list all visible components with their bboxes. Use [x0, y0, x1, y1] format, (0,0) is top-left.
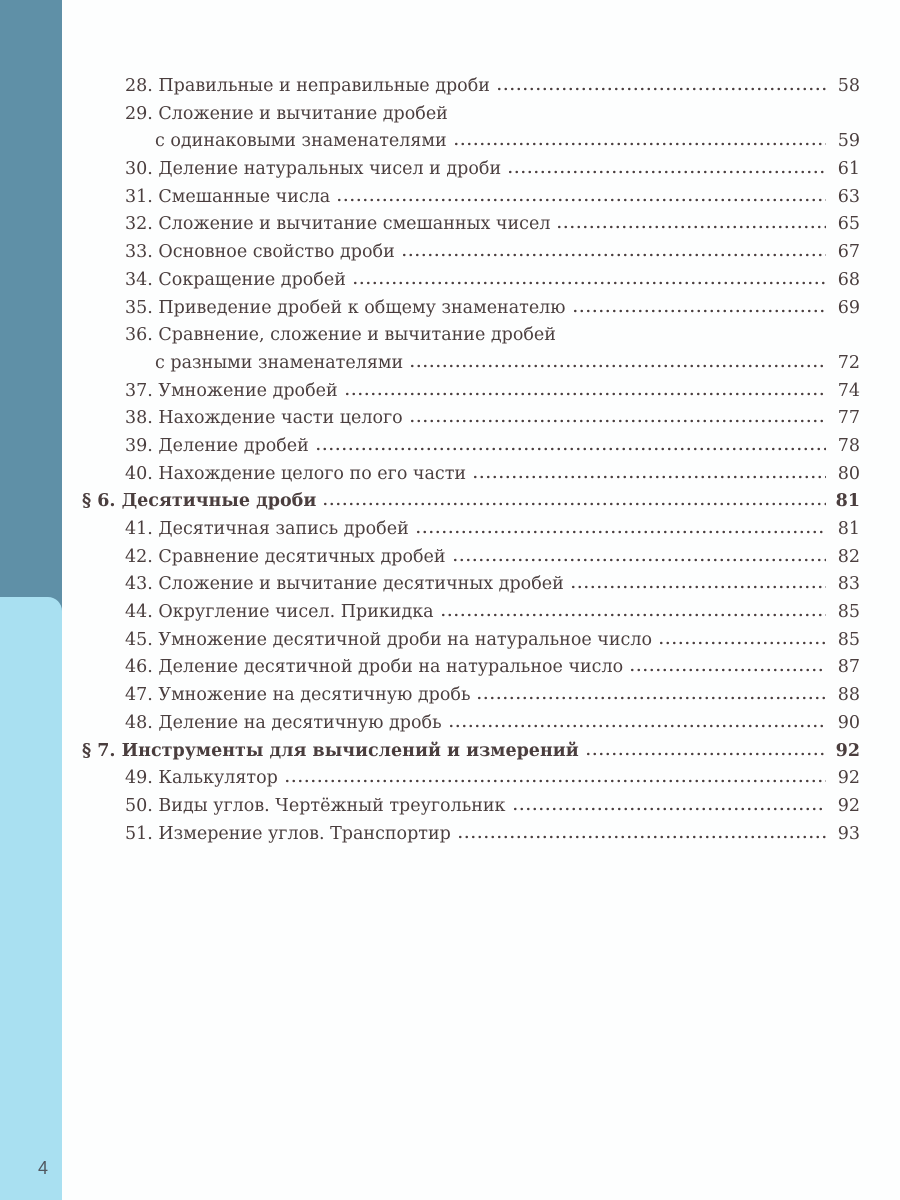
- toc-title: [82, 741, 579, 761]
- toc-entry[interactable]: [82, 547, 860, 575]
- dot-leader: [496, 87, 826, 91]
- dot-leader: [629, 668, 826, 672]
- toc-title: [82, 713, 442, 733]
- toc-title-text: Десятичные дроби: [121, 491, 317, 512]
- dot-leader: [409, 364, 826, 368]
- toc-title-text: Калькулятор: [158, 768, 278, 789]
- toc-entry-continuation[interactable]: [82, 353, 860, 381]
- dot-leader: [352, 281, 826, 285]
- toc-title: [82, 408, 403, 428]
- toc-page-number: 61: [837, 159, 860, 180]
- toc-page-number: 87: [837, 657, 860, 678]
- toc-entry[interactable]: [82, 630, 860, 658]
- toc-title: [82, 657, 623, 677]
- dot-leader: [658, 641, 826, 645]
- dot-leader: [457, 835, 826, 839]
- toc-entry[interactable]: [82, 768, 860, 796]
- toc-title: [82, 325, 556, 345]
- toc-page-number: 63: [837, 186, 860, 207]
- toc-title-text: Инструменты для вычислений и измерений: [121, 740, 579, 761]
- toc-number: 49.: [125, 768, 153, 789]
- toc-page-number: 90: [837, 712, 860, 733]
- toc-entry[interactable]: [82, 824, 860, 852]
- dot-leader: [453, 142, 826, 146]
- toc-entry[interactable]: [82, 381, 860, 409]
- toc-page-number: 80: [837, 463, 860, 484]
- toc-section[interactable]: [82, 491, 860, 519]
- toc-page-number: 81: [835, 491, 860, 512]
- dot-leader: [512, 807, 827, 811]
- toc-title: [82, 464, 466, 484]
- toc-entry[interactable]: [82, 242, 860, 270]
- toc-number: 42.: [125, 546, 153, 567]
- dot-leader: [284, 779, 826, 783]
- page-number: 4: [38, 1158, 49, 1178]
- dot-leader: [344, 392, 826, 396]
- toc-title-text: Правильные и неправильные дроби: [158, 76, 490, 96]
- toc-number: 51.: [125, 823, 153, 844]
- toc-number: 47.: [125, 685, 153, 706]
- toc-entry[interactable]: [82, 270, 860, 298]
- toc-page-number: 67: [837, 242, 860, 263]
- toc-title-text: Виды углов. Чертёжный треугольник: [158, 795, 506, 816]
- toc-number: § 7.: [82, 740, 116, 761]
- toc-title-text: Измерение углов. Транспортир: [158, 823, 451, 844]
- toc-title: [82, 547, 446, 567]
- toc-entry[interactable]: [82, 159, 860, 187]
- toc-page-number: 65: [837, 214, 860, 235]
- toc-title: [82, 159, 501, 179]
- toc-title-text: Сокращение дробей: [158, 269, 346, 290]
- toc-entry[interactable]: [82, 574, 860, 602]
- dot-leader: [556, 225, 826, 229]
- dot-leader: [476, 696, 826, 700]
- toc-title-text: Сложение и вычитание десятичных дробей: [158, 574, 564, 595]
- toc-title-text: Нахождение части целого: [158, 408, 403, 429]
- toc-entry[interactable]: [82, 214, 860, 242]
- toc-title: [82, 824, 451, 844]
- toc-entry[interactable]: [82, 602, 860, 630]
- toc-title: [82, 298, 566, 318]
- toc-number: 40.: [125, 463, 153, 484]
- toc-page-number: 85: [837, 602, 860, 623]
- toc-page-number: 92: [837, 768, 860, 789]
- toc-number: § 6.: [82, 491, 116, 512]
- toc-title: [82, 76, 490, 96]
- toc-page-number: 78: [837, 435, 860, 456]
- toc-title: [82, 602, 434, 622]
- toc-page-number: 74: [837, 380, 860, 401]
- toc-entry[interactable]: [82, 464, 860, 492]
- toc-title: [82, 381, 338, 401]
- toc-title: [82, 270, 346, 290]
- toc-number: 38.: [125, 408, 153, 429]
- toc-page-number: 83: [837, 574, 860, 595]
- dot-leader: [472, 475, 826, 479]
- toc-title: [82, 796, 506, 816]
- toc-entry[interactable]: [82, 713, 860, 741]
- toc-entry[interactable]: [82, 519, 860, 547]
- toc-page-number: 82: [837, 546, 860, 567]
- toc-title: [82, 353, 403, 373]
- toc-title-text: Умножение десятичной дроби на натуральное число: [158, 629, 652, 650]
- toc-page-number: 92: [837, 795, 860, 816]
- toc-number: 31.: [125, 186, 153, 207]
- toc-page-number: 69: [837, 297, 860, 318]
- toc-number: 30.: [125, 159, 153, 180]
- dot-leader: [440, 613, 826, 617]
- toc-entry[interactable]: [82, 408, 860, 436]
- dot-leader: [448, 724, 826, 728]
- toc-title: [82, 104, 448, 124]
- toc-title: [82, 187, 330, 207]
- toc-title: [82, 768, 278, 788]
- toc-title-text: Приведение дробей к общему знаменателю: [158, 297, 566, 318]
- toc-title-text: Округление чисел. Прикидка: [158, 602, 434, 623]
- toc-entry[interactable]: [82, 187, 860, 215]
- toc-title: [82, 574, 564, 594]
- toc-number: 48.: [125, 712, 153, 733]
- toc-title-text: Десятичная запись дробей: [158, 519, 409, 539]
- toc-entry[interactable]: [82, 796, 860, 824]
- dot-leader: [322, 502, 826, 506]
- toc-title: [82, 519, 409, 539]
- toc-number: 34.: [125, 269, 153, 290]
- toc-entry[interactable]: [82, 685, 860, 713]
- toc-number: 35.: [125, 297, 153, 318]
- toc-number: 50.: [125, 795, 153, 816]
- dot-leader: [401, 253, 826, 257]
- dot-leader: [572, 309, 826, 313]
- toc-page-number: 92: [835, 740, 860, 761]
- toc-number: 37.: [125, 380, 153, 401]
- toc-page-number: 59: [837, 131, 860, 152]
- dot-leader: [415, 530, 826, 534]
- toc-title: [82, 685, 470, 705]
- toc-title: [82, 242, 395, 262]
- left-margin-tab: [0, 597, 62, 1200]
- toc-title-text: Деление натуральных чисел и дроби: [158, 159, 502, 180]
- toc-number: 32.: [125, 214, 153, 235]
- toc-number: 28.: [125, 76, 153, 96]
- toc-number: 41.: [125, 519, 153, 539]
- toc-title-text: Сложение и вычитание смешанных чисел: [158, 214, 551, 235]
- toc-entry[interactable]: [82, 325, 860, 353]
- toc-title: [82, 436, 309, 456]
- toc-number: 43.: [125, 574, 153, 595]
- dot-leader: [507, 170, 826, 174]
- toc-title: [82, 630, 652, 650]
- toc-title-text: Умножение дробей: [158, 380, 338, 401]
- toc-title-text: с разными знаменателями: [155, 352, 404, 373]
- dot-leader: [452, 558, 826, 562]
- toc-entry[interactable]: [82, 76, 860, 104]
- toc-number: 29.: [125, 103, 153, 124]
- toc-entry[interactable]: [82, 298, 860, 326]
- dot-leader: [409, 419, 826, 423]
- toc-number: 36.: [125, 325, 153, 346]
- toc-number: 44.: [125, 602, 153, 623]
- toc-page-number: 58: [837, 76, 860, 96]
- dot-leader: [315, 447, 826, 451]
- table-of-contents: [82, 76, 860, 851]
- toc-number: 45.: [125, 629, 153, 650]
- toc-number: 39.: [125, 435, 153, 456]
- toc-title-text: Нахождение целого по его части: [158, 463, 467, 484]
- toc-page-number: 68: [837, 269, 860, 290]
- toc-title: [82, 131, 447, 151]
- toc-section[interactable]: [82, 741, 860, 769]
- toc-title-text: Деление дробей: [158, 435, 309, 456]
- toc-entry[interactable]: [82, 436, 860, 464]
- toc-title-text: Деление десятичной дроби на натуральное число: [158, 657, 624, 678]
- toc-title-text: Сложение и вычитание дробей: [158, 103, 448, 124]
- toc-page-number: 72: [837, 352, 860, 373]
- toc-number: 46.: [125, 657, 153, 678]
- toc-entry[interactable]: [82, 104, 860, 132]
- toc-number: 33.: [125, 242, 153, 263]
- dot-leader: [336, 198, 826, 202]
- toc-entry-continuation[interactable]: [82, 131, 860, 159]
- toc-page-number: 81: [837, 519, 860, 539]
- toc-title-text: с одинаковыми знаменателями: [155, 131, 447, 152]
- toc-title-text: Умножение на десятичную дробь: [158, 685, 471, 706]
- dot-leader: [585, 752, 826, 756]
- toc-title: [82, 214, 550, 234]
- toc-page-number: 85: [837, 629, 860, 650]
- toc-title-text: Смешанные числа: [158, 186, 331, 207]
- toc-title-text: Основное свойство дроби: [158, 242, 395, 263]
- toc-page-number: 77: [837, 408, 860, 429]
- toc-title-text: Деление на десятичную дробь: [158, 712, 442, 733]
- toc-title: [82, 491, 316, 511]
- toc-page-number: 88: [837, 685, 860, 706]
- toc-title-text: Сравнение, сложение и вычитание дробей: [158, 325, 556, 346]
- toc-title-text: Сравнение десятичных дробей: [158, 546, 446, 567]
- toc-entry[interactable]: [82, 657, 860, 685]
- dot-leader: [570, 585, 826, 589]
- toc-page-number: 93: [837, 823, 860, 844]
